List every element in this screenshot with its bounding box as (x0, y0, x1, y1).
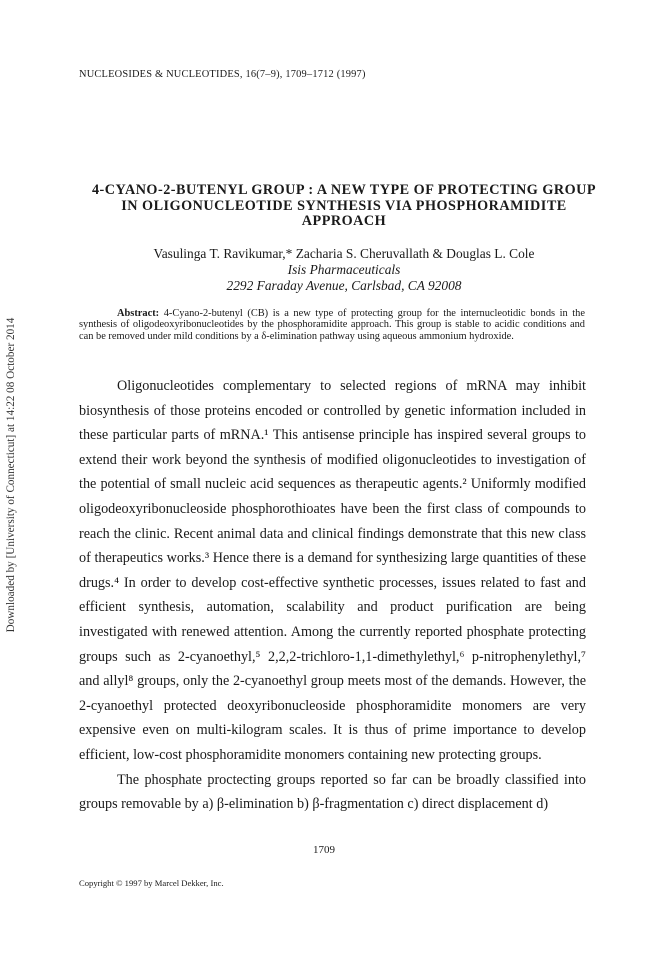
abstract-text: 4-Cyano-2-butenyl (CB) is a new type of protecting group for the internucleotidic bonds in the synthesis of oligodeoxyribonucleotides by the phosphoramidite approach. This group is stable to acidic conditions and can be removed under mild conditions by a δ-elimination pathway using aqueous ammonium hydroxide. (79, 308, 585, 342)
page-number: 1709 (313, 844, 335, 856)
affiliation: Isis Pharmaceuticals (287, 262, 401, 277)
abstract (79, 308, 585, 342)
affiliation-address: 2292 Faraday Avenue, Carlsbad, CA 92008 (226, 278, 462, 293)
body-paragraph-2: The phosphate proctecting groups reported so far can be broadly classified into groups removable by a) β-elimination b) β-fragmentation c) direct displacement d) (79, 771, 586, 813)
download-watermark-text: Downloaded by [University of Connecticut] at 14:22 08 October 2014 (5, 317, 17, 633)
abstract-label: Abstract: (117, 308, 160, 319)
body-text (79, 374, 586, 817)
journal-header: NUCLEOSIDES & NUCLEOTIDES, 16(7–9), 1709–1712 (1997) (79, 69, 366, 80)
body-paragraph-1: Oligonucleotides complementary to selected regions of mRNA may inhibit biosynthesis of those proteins encoded or controlled by genetic information included in these particular parts of mRNA.¹ This antisense principle has inspired several groups to extend their work beyond the synthesis of modified oligonucleotides to investigation of the potential of small nucleic acid sequences as therapeutic agents.² Uniformly modified oligodeoxyribonucleoside phosphorothioates have been the first class of compounds to reach the clinic. Recent animal data and clinical findings demonstrate that this new class of therapeutics works.³ Hence there is a demand for synthesizing large quantities of these drugs.⁴ In order to develop cost-effective synthetic processes, issues related to fast and efficient synthesis, automation, scalability and product purification are being investigated with renewed attention. Among the currently reported phosphate protecting groups such as 2-cyanoethyl,⁵ 2,2,2-trichloro-1,1-dimethylethyl,⁶ p-nitrophenylethyl,⁷ and allyl⁸ groups, only the 2-cyanoethyl group meets most of the demands. However, the 2-cyanoethyl protected deoxyribonucleoside phosphoramidite monomers are very expensive even on multi-kilogram scales. It is thus of prime importance to develop efficient, low-cost phosphoramidite monomers containing new protecting groups. (79, 378, 586, 763)
copyright-notice: Copyright © 1997 by Marcel Dekker, Inc. (79, 878, 224, 888)
author-list: Vasulinga T. Ravikumar,* Zacharia S. Cheruvallath & Douglas L. Cole (153, 246, 535, 261)
article-title: 4-CYANO-2-BUTENYL GROUP : A NEW TYPE OF PROTECTING GROUP IN OLIGONUCLEOTIDE SYNTHESIS VIA PHOSPHORAMIDITE APPROACH (91, 182, 597, 229)
download-watermark (0, 290, 22, 660)
